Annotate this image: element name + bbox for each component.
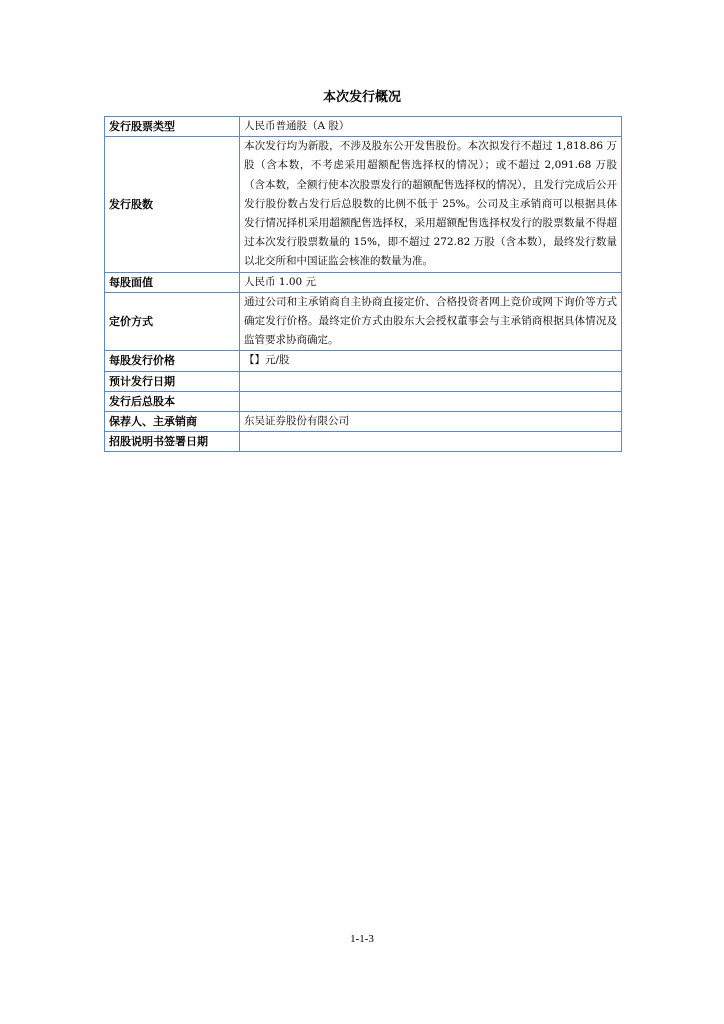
table-row <box>105 412 622 432</box>
row-label: 发行股票类型 <box>105 117 240 137</box>
table-row <box>105 391 622 411</box>
row-label: 发行后总股本 <box>105 391 240 411</box>
row-label: 发行股数 <box>105 137 240 272</box>
row-value: 通过公司和主承销商自主协商直接定价、合格投资者网上竞价或网下询价等方式确定发行价格。最终定价方式由股东大会授权董事会与主承销商根据具体情况及监管要求协商确定。 <box>240 292 622 351</box>
page-title: 本次发行概况 <box>322 90 401 105</box>
page-number: 1-1-3 <box>350 933 374 945</box>
table-row <box>105 351 622 371</box>
row-label: 每股面值 <box>105 272 240 292</box>
row-label: 招股说明书签署日期 <box>105 432 240 452</box>
row-value <box>240 391 622 411</box>
row-value: 本次发行均为新股，不涉及股东公开发售股份。本次拟发行不超过 1,818.86 万股（含本数，不考虑采用超额配售选择权的情况）；或不超过 2,091.68 万股（含本数，全额行使本次股票发行的超额配售选择权的情况），且发行完成后公开发行股份数占发行后总股数的比例不低于 25%。公司及主承销商可以根据具体发行情况择机采用超额配售选择权，采用超额配售选择权发行的股票数量不得超过本次发行股票数量的 15%，即不超过 272.82 万股（含本数），最终发行数量以北交所和中国证监会核准的数量为准。 <box>240 137 622 272</box>
row-label: 保荐人、主承销商 <box>105 412 240 432</box>
row-label: 预计发行日期 <box>105 371 240 391</box>
table-row <box>105 432 622 452</box>
table-row <box>105 137 622 272</box>
offering-overview-table <box>104 116 622 452</box>
row-label: 定价方式 <box>105 292 240 351</box>
row-value: 人民币 1.00 元 <box>240 272 622 292</box>
table-row <box>105 371 622 391</box>
row-value: 【】元/股 <box>240 351 622 371</box>
row-label: 每股发行价格 <box>105 351 240 371</box>
row-value: 东吴证券股份有限公司 <box>240 412 622 432</box>
row-value <box>240 371 622 391</box>
table-row <box>105 292 622 351</box>
row-value: 人民币普通股（A 股） <box>240 117 622 137</box>
row-value <box>240 432 622 452</box>
table-row <box>105 272 622 292</box>
table-row <box>105 117 622 137</box>
